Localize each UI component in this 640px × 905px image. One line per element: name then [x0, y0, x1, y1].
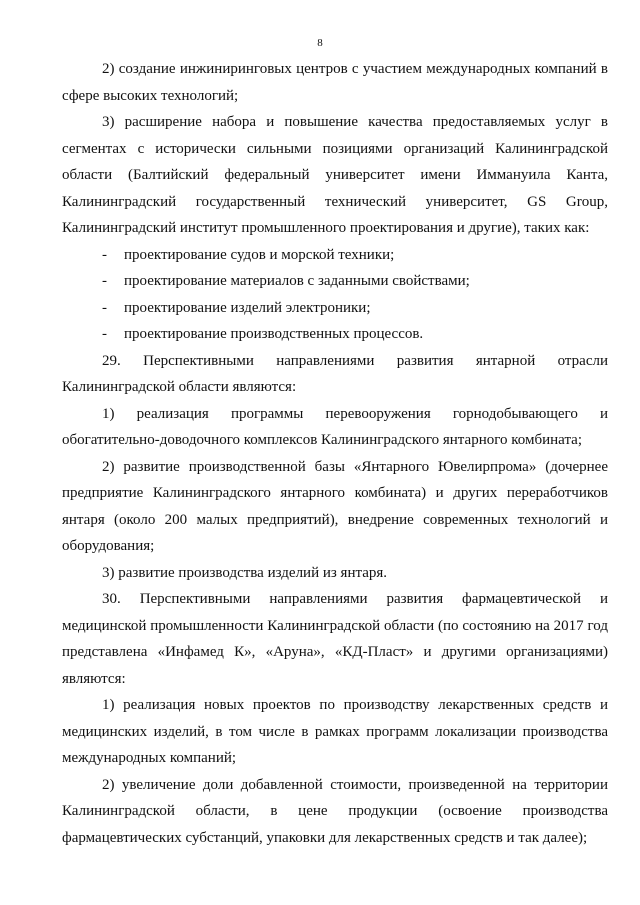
list-item: [62, 295, 608, 322]
dash-list: [62, 242, 608, 348]
page-number: 8: [317, 37, 323, 49]
paragraph-item-2: 2) создание инжиниринговых центров с участием международных компаний в сфере высоких технологий;: [62, 61, 608, 104]
list-item-text: проектирование материалов с заданными свойствами;: [124, 273, 470, 289]
section-30-item-1: 1) реализация новых проектов по производству лекарственных средств и медицинских изделий, в том числе в рамках программ локализации производства международных компаний;: [62, 697, 608, 766]
section-30-item-2: 2) увеличение доли добавленной стоимости, произведенной на территории Калининградской области, в цене продукции (освоение производства фармацевтических субстанций, упаковки для лекарственных средств и так далее);: [62, 776, 608, 846]
list-item-text: проектирование судов и морской техники;: [124, 246, 395, 263]
section-29-item-1: 1) реализация программы перевооружения горнодобывающего и обогатительно-доводочного комплексов Калининградского янтарного комбината;: [62, 405, 608, 448]
list-item: [62, 321, 608, 348]
list-item-text: проектирование изделий электроники;: [124, 299, 371, 316]
document-body: [62, 56, 608, 851]
section-29-item-2: 2) развитие производственной базы «Янтарного Ювелирпрома» (дочернее предприятие Калининградского янтарного комбината) и других переработчиков янтаря (около 200 малых предприятий), внедрение современных технологий и оборудования;: [62, 458, 608, 554]
list-item: [62, 242, 608, 269]
section-29-item-3: 3) развитие производства изделий из янтаря.: [102, 564, 388, 581]
paragraph-item-3: 3) расширение набора и повышение качества предоставляемых услуг в сегментах с исторически сильными позициями организаций Калининградской области (Балтийский федеральный университет имени Иммануила Канта, Калининградский государственный технический университет, GS Group, Калининградский институт промышленного проектирования и другие), таких как:: [62, 114, 608, 236]
list-item-text: проектирование производственных процессов.: [124, 326, 424, 342]
section-29-heading: 29. Перспективными направлениями развития янтарной отрасли Калининградской области являются:: [62, 352, 608, 395]
dash-marker: -: [102, 326, 107, 342]
dash-marker: -: [102, 299, 107, 316]
list-item: [62, 268, 608, 295]
section-30-heading: 30. Перспективными направлениями развития фармацевтической и медицинской промышленности Калининградской области (по состоянию на 2017 год представлена «Инфамед К», «Аруна», «КД-Пласт» и другими организациями) являются:: [62, 591, 608, 687]
dash-marker: -: [102, 246, 107, 263]
dash-marker: -: [102, 273, 107, 289]
